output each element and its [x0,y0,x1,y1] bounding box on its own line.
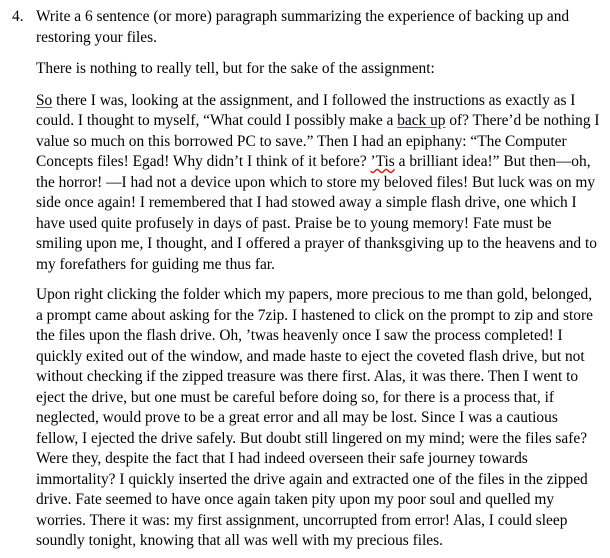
paragraph-backup-text-2: of? There’d be nothing I value so much on this borrowed PC to save.” Then I had an epiphany: “The Computer Concepts files! Egad! Why didn’t I think of it before? [36,112,600,170]
question-text: Write a 6 sentence (or more) paragraph summarizing the experience of backing up and restoring your files. [36,8,570,46]
document-body [0,7,600,552]
paragraph-backup [0,91,600,276]
paragraph-backup-text-1: there I was, looking at the assignment, and I followed the instructions as exactly as I could. I thought to myself, “What could I possibly make a [36,91,576,129]
paragraph-backup-text-3: a brilliant idea!” But then—oh, the horror! —I had not a device upon which to store my beloved files! But luck was on my side once again! I remembered that I had stowed away a simple flash drive, one which I have used quite profusely in days of past. Praise be to young memory! Fate must be smiling upon me, I thought, and I offered a prayer of thanksgiving up to the heavens and to my forefathers for guiding me thus far. [36,153,597,273]
paragraph-restore: Upon right clicking the folder which my papers, more precious to me than gold, belonged, a prompt came about asking for the 7zip. I hastened to click on the prompt to zip and store the files upon the flash drive. Oh, ’twas heavenly once I saw the process completed! I quickly exited out of the window, and made haste to eject the coveted flash drive, but not without checking if the zipped treasure was there first. Alas, it was there. Then I went to eject the drive, but one must be careful before doing so, for there is a process that, if neglected, would prove to be a great error and all may be lost. Since I was a cautious fellow, I ejected the drive safely. But doubt still lingered on my mind; were the files safe? Were they, despite the fact that I had indeed overseen their safe journey towards immortality? I quickly inserted the drive again and extracted one of the files in the zipped drive. Fate seemed to have once again taken pity upon my poor soul and quelled my worries. There it was: my first assignment, uncorrupted from error! Alas, I could sleep soundly tonight, knowing that all was well with my precious files. [36,286,593,549]
grammar-flag-so[interactable]: So [36,91,53,109]
question-number: 4. [12,8,24,25]
spelling-flag-tis[interactable]: ’Tis [370,153,395,170]
grammar-flag-back-up[interactable]: back up [397,112,446,129]
intro-paragraph: There is nothing to really tell, but for the sake of the assignment: [36,60,435,77]
question-item [0,7,600,48]
